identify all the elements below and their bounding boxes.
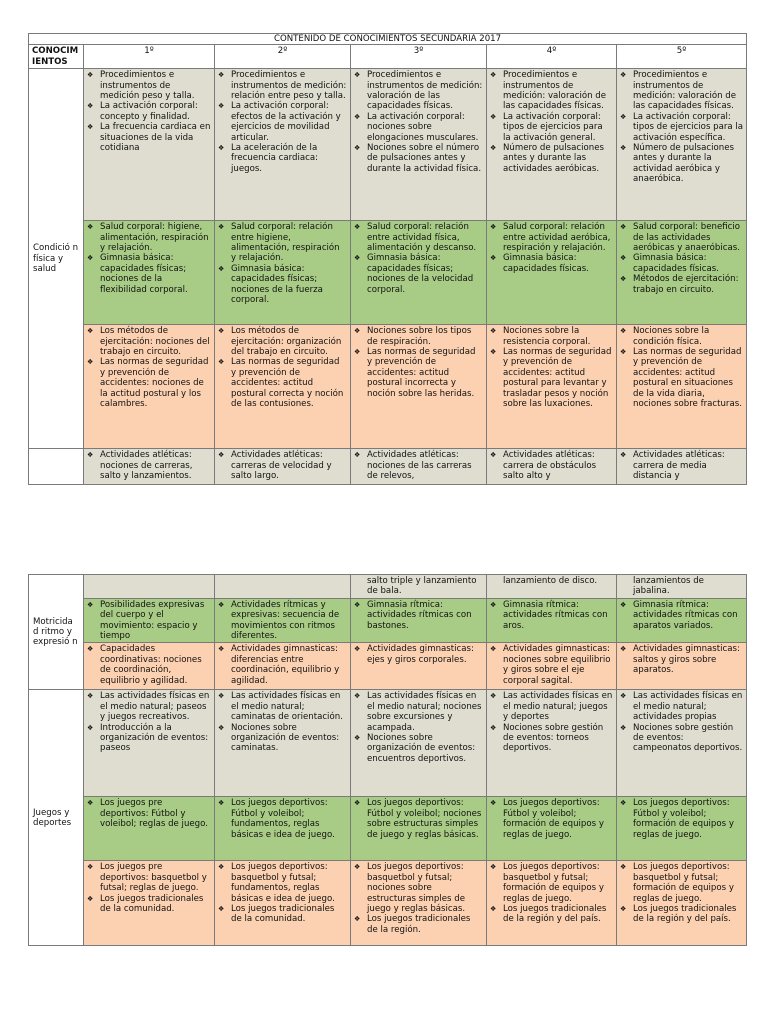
grade-header-1: 1º [84,45,215,69]
grade-3-cell [351,69,487,221]
content-list-item: ❖ Actividades atléticas: carreras de velocidad y salto largo. [218,450,347,481]
grade-2-cell [215,575,351,599]
grade-5-cell [617,643,747,690]
content-list-item: ❖ Las actividades físicas en el medio natural; caminatas de orientación. [218,691,347,722]
content-list-item: ❖ Las actividades físicas en el medio natural; juegos y deportes [490,691,613,722]
content-list-item: ❖ Procedimientos e instrumentos de medición: valoración de las capacidades físicas. [490,70,613,112]
content-list-item: ❖ Actividades atléticas: carrera de obstáculos salto alto y [490,450,613,481]
content-list [87,600,211,642]
content-list-item: ❖ Gimnasia rítmica: actividades rítmicas con aros. [490,600,613,631]
content-row [29,575,747,599]
content-list [218,70,347,174]
content-list [354,798,483,840]
content-list-item: ❖ Métodos de ejercitación: trabajo en circuito. [620,274,743,295]
content-list-item: ❖ La activación corporal: nociones sobre elongaciones musculares. [354,112,483,143]
grade-3-cell [351,861,487,946]
content-list [87,222,211,295]
content-list-item: ❖ La activación corporal: tipos de ejercicios para la activación general. [490,112,613,143]
grade-1-cell [84,690,215,797]
content-list [354,450,483,481]
content-list-item: ❖ Salud corporal: higiene, alimentación, respiración y relajación. [87,222,211,253]
content-list [354,644,483,665]
grade-3-cell [351,643,487,690]
grade-1-cell [84,221,215,325]
content-list [354,600,483,631]
grade-5-cell [617,449,747,485]
grade-4-cell [487,221,617,325]
content-list [87,862,211,914]
content-list-item: ❖ La activación corporal: tipos de ejercicios para la activación específica. [620,112,743,143]
grade-2-cell [215,221,351,325]
grade-4-cell [487,575,617,599]
grade-4-cell [487,690,617,797]
content-list [490,70,613,174]
content-list [620,798,743,840]
content-list-item: ❖ Actividades gimnasticas: nociones sobre equilibrio y giros sobre el eje corporal sagital. [490,644,613,686]
content-list-item: ❖ Los juegos deportivos: Fútbol y voleibol; nociones sobre estructuras simples de juego y reglas básicas. [354,798,483,840]
content-list-item: ❖ Los juegos deportivos: Fútbol y voleibol; fundamentos, reglas básicas e idea de juego. [218,798,347,840]
grade-1-cell [84,575,215,599]
content-row [29,690,747,797]
content-list-item: ❖ Nociones sobre el número de pulsaciones antes y durante la actividad física. [354,143,483,174]
content-list-item: ❖ Número de pulsaciones antes y durante la actividad aeróbica y anaeróbica. [620,143,743,185]
category-label [29,449,84,485]
grade-5-cell [617,221,747,325]
grade-3-cell [351,449,487,485]
content-list-item: ❖ Gimnasia básica: capacidades físicas; nociones de la fuerza corporal. [218,264,347,306]
content-list-item: ❖ Los juegos deportivos: basquetbol y futsal; formación de equipos y reglas de juego. [620,862,743,904]
grade-2-cell [215,449,351,485]
content-list-item: ❖ Posibilidades expresivas del cuerpo y el movimiento: espacio y tiempo [87,600,211,642]
grade-1-cell [84,325,215,449]
grade-header-5: 5º [617,45,747,69]
content-list [218,326,347,409]
content-list-item: ❖ Las actividades físicas en el medio natural; actividades propias [620,691,743,722]
content-list-item: ❖ Los juegos deportivos: basquetbol y futsal; formación de equipos y reglas de juego. [490,862,613,904]
content-text: salto triple y lanzamiento de bala. [367,576,477,597]
content-list-item: ❖ Los juegos tradicionales de la comunidad. [218,904,347,925]
grade-5-cell [617,690,747,797]
content-list-item: ❖ La frecuencia cardiaca en situaciones de la vida cotidiana [87,122,211,153]
grade-1-cell [84,861,215,946]
grade-1-cell [84,643,215,690]
content-row [29,449,747,485]
content-list [354,691,483,764]
content-list-item: ❖ La activación corporal: concepto y finalidad. [87,101,211,122]
content-list-item: ❖ Los juegos tradicionales de la comunidad. [87,894,211,915]
content-list-item: ❖ Los juegos deportivos: Fútbol y voleibol; formación de equipos y reglas de juego. [490,798,613,840]
content-list [490,600,613,631]
grade-4-cell [487,861,617,946]
content-list-item: ❖ Los juegos deportivos: basquetbol y futsal; fundamentos, reglas básicas e idea de juego. [218,862,347,904]
content-list-item: ❖ Los juegos pre deportivos: Fútbol y voleibol; reglas de juego. [87,798,211,829]
grade-4-cell [487,449,617,485]
content-list [620,862,743,924]
grade-1-cell [84,797,215,861]
content-list [218,862,347,924]
content-row [29,797,747,861]
grade-4-cell [487,69,617,221]
content-list-item: ❖ Nociones sobre organización de eventos: encuentros deportivos. [354,733,483,764]
content-list-item: ❖ Actividades gimnasticas: saltos y giros sobre aparatos. [620,644,743,675]
content-list [87,798,211,829]
content-list [87,450,211,481]
grade-5-cell [617,325,747,449]
grade-header-4: 4º [487,45,617,69]
content-text: lanzamientos de jabalina. [633,576,704,597]
content-list [490,798,613,840]
grade-4-cell [487,643,617,690]
content-list-item: ❖ Salud corporal: relación entre actividad aeróbica, respiración y relajación. [490,222,613,253]
content-list [218,222,347,305]
content-list-item: ❖ Procedimientos e instrumentos de medición peso y talla. [87,70,211,101]
category-label: Motricida d ritmo y expresió n [29,575,84,690]
content-list-item: ❖ Las actividades físicas en el medio natural; nociones sobre excursiones y acampada. [354,691,483,733]
content-row [29,221,747,325]
content-list [490,222,613,274]
grade-4-cell [487,598,617,643]
grade-5-cell [617,69,747,221]
grade-3-cell [351,575,487,599]
content-list-item: ❖ Las normas de seguridad y prevención de accidentes: actitud postural para levantar y trasladar pesos y noción sobre las luxaciones. [490,347,613,409]
content-list-item: ❖ Las normas de seguridad y prevención de accidentes: actitud postural en situaciones de la vida diaria, nociones sobre fracturas. [620,347,743,409]
grade-4-cell [487,797,617,861]
content-list [354,222,483,295]
content-list [218,450,347,481]
content-list-item: ❖ Salud corporal: relación entre higiene, alimentación, respiración y relajación. [218,222,347,264]
grade-2-cell [215,861,351,946]
grade-2-cell [215,643,351,690]
content-list [354,862,483,935]
grade-2-cell [215,69,351,221]
grade-3-cell [351,325,487,449]
content-list-item: ❖ Nociones sobre gestión de eventos: campeonatos deportivos. [620,723,743,754]
document-title: CONTENIDO DE CONOCIMIENTOS SECUNDARIA 2017 [29,34,747,45]
content-list [218,644,347,686]
content-list [620,326,743,409]
content-list-item: ❖ Actividades rítmicas y expresivas: secuencia de movimientos con ritmos diferentes. [218,600,347,642]
content-list-item: ❖ Actividades atléticas: nociones de carreras, salto y lanzamientos. [87,450,211,481]
content-list-item: ❖ Nociones sobre la resistencia corporal. [490,326,613,347]
content-list-item: ❖ Actividades gimnasticas: diferencias entre coordinación, equilibrio y agilidad. [218,644,347,686]
content-list-item: ❖ Nociones sobre organización de eventos: caminatas. [218,723,347,754]
content-table-page-1 [28,33,747,485]
content-list [354,70,483,174]
content-list [490,326,613,409]
content-list-item: ❖ Los juegos deportivos: basquetbol y futsal; nociones sobre estructuras simples de juego y reglas básicas. [354,862,483,914]
content-list-item: ❖ Los métodos de ejercitación: nociones del trabajo en circuito. [87,326,211,357]
content-list-item: ❖ Actividades atléticas: carrera de media distancia y [620,450,743,481]
content-list-item: ❖ La activación corporal: efectos de la activación y ejercicios de movilidad articular. [218,101,347,143]
content-list [354,326,483,399]
content-list [620,222,743,295]
content-list [218,691,347,753]
content-list-item: ❖ Los juegos tradicionales de la región y del país. [490,904,613,925]
grade-2-cell [215,325,351,449]
content-list-item: ❖ Los juegos deportivos: Fútbol y voleibol; formación de equipos y reglas de juego. [620,798,743,840]
grade-5-cell [617,861,747,946]
content-list-item: ❖ Capacidades coordinativas: nociones de coordinación, equilibrio y agilidad. [87,644,211,686]
grade-header-3: 3º [351,45,487,69]
grade-4-cell [487,325,617,449]
grade-1-cell [84,449,215,485]
content-list-item: ❖ Nociones sobre los tipos de respiración. [354,326,483,347]
content-list-item: ❖ Los juegos pre deportivos: basquetbol y futsal; reglas de juego. [87,862,211,893]
grade-3-cell [351,690,487,797]
content-list-item: ❖ Gimnasia básica: capacidades físicas. [490,253,613,274]
content-list [87,644,211,686]
category-label: Juegos y deportes [29,690,84,946]
content-list-item: ❖ Procedimientos e instrumentos de medición: valoración de las capacidades físicas. [354,70,483,112]
content-list [490,862,613,924]
content-list [490,450,613,481]
content-list [87,691,211,753]
grade-2-cell [215,598,351,643]
content-row [29,69,747,221]
content-list-item: ❖ Número de pulsaciones antes y durante las actividades aeróbicas. [490,143,613,174]
content-list [490,691,613,753]
content-list-item: ❖ Nociones sobre la condición física. [620,326,743,347]
grade-1-cell [84,69,215,221]
content-list-item: ❖ Los juegos tradicionales de la región y del país. [620,904,743,925]
content-list-item: ❖ Introducción a la organización de eventos: paseos [87,723,211,754]
content-list [218,600,347,642]
grade-3-cell [351,221,487,325]
content-list-item: ❖ Actividades gimnasticas: ejes y giros corporales. [354,644,483,665]
content-list-item: ❖ Salud corporal: relación entre actividad física, alimentación y descanso. [354,222,483,253]
content-list-item: ❖ Las actividades físicas en el medio natural; paseos y juegos recreativos. [87,691,211,722]
content-list-item: ❖ Las normas de seguridad y prevención de accidentes: actitud postural correcta y noción de las contusiones. [218,357,347,409]
content-row [29,598,747,643]
header-corner: CONOCIM IENTOS [29,45,84,69]
content-list-item: ❖ Las normas de seguridad y prevención de accidentes: actitud postural incorrecta y noción sobre las heridas. [354,347,483,399]
content-list-item: ❖ Las normas de seguridad y prevención de accidentes: nociones de la actitud postural y los calambres. [87,357,211,409]
grade-2-cell [215,797,351,861]
content-list-item: ❖ Gimnasia básica: capacidades físicas; nociones de la velocidad corporal. [354,253,483,295]
content-list-item: ❖ Gimnasia básica: capacidades físicas. [620,253,743,274]
content-list [218,798,347,840]
content-list-item: ❖ Gimnasia rítmica: actividades rítmicas con aparatos variados. [620,600,743,631]
content-list-item: ❖ Procedimientos e instrumentos de medición: valoración de las capacidades físicas. [620,70,743,112]
content-list-item: ❖ La aceleración de la frecuencia cardiaca: juegos. [218,143,347,174]
content-list-item: ❖ Gimnasia rítmica: actividades rítmicas con bastones. [354,600,483,631]
content-list [620,644,743,675]
content-table-page-2 [28,574,747,946]
grade-2-cell [215,690,351,797]
category-label: Condició n física y salud [29,69,84,449]
content-row [29,861,747,946]
grade-3-cell [351,598,487,643]
content-text: lanzamiento de disco. [503,576,598,586]
content-list-item: ❖ Gimnasia básica: capacidades físicas; nociones de la flexibilidad corporal. [87,253,211,295]
content-list [490,644,613,686]
content-list [620,70,743,184]
content-row [29,325,747,449]
grade-5-cell [617,575,747,599]
grade-1-cell [84,598,215,643]
content-list-item: ❖ Nociones sobre gestión de eventos: torneos deportivos. [490,723,613,754]
content-list [620,691,743,753]
content-list [620,600,743,631]
content-list-item: ❖ Salud corporal: beneficio de las actividades aeróbicas y anaeróbicas. [620,222,743,253]
content-list [620,450,743,481]
grade-5-cell [617,598,747,643]
content-list [87,70,211,153]
grade-5-cell [617,797,747,861]
content-list-item: ❖ Procedimientos e instrumentos de medición: relación entre peso y talla. [218,70,347,101]
content-row [29,643,747,690]
content-list [87,326,211,409]
content-list-item: ❖ Actividades atléticas: nociones de las carreras de relevos, [354,450,483,481]
content-list-item: ❖ Los juegos tradicionales de la región. [354,914,483,935]
grade-header-2: 2º [215,45,351,69]
grade-3-cell [351,797,487,861]
content-list-item: ❖ Los métodos de ejercitación: organización del trabajo en circuito. [218,326,347,357]
